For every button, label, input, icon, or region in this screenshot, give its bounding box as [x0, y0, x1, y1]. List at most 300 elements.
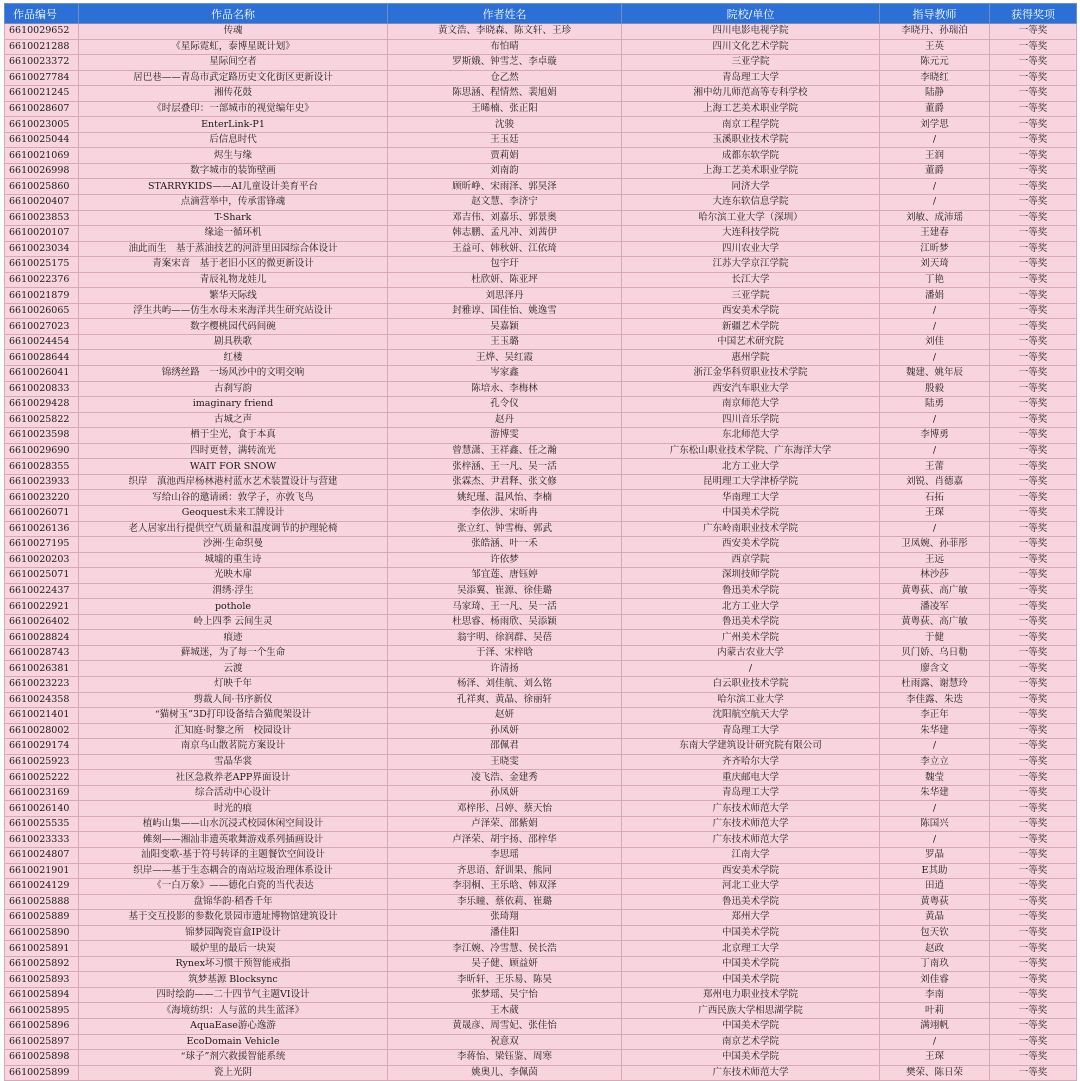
table-row — [5, 39, 1077, 55]
cell-work-name: 基于交互投影的参数化景园市遗址博物馆建筑设计 — [79, 910, 388, 926]
cell-authors: 马家琦、王一凡、吴一活 — [388, 599, 622, 615]
cell-authors: 杨泽、刘佳航、刘么铭 — [388, 676, 622, 692]
table-row — [5, 925, 1077, 941]
awards-table-container — [4, 3, 1076, 1081]
cell-advisor: / — [880, 739, 990, 755]
cell-advisor: 黄粤荻、高广敏 — [880, 614, 990, 630]
cell-work-name: 织岸 滇池西岸杨林港村蓝水艺术装置设计与营建 — [79, 474, 388, 490]
cell-work-name: 暖炉里的最后一块炭 — [79, 941, 388, 957]
cell-award: 一等奖 — [990, 24, 1077, 40]
cell-work-name: 缘途一循环机 — [79, 226, 388, 242]
table-row — [5, 86, 1077, 102]
cell-work-name: EcoDomain Vehicle — [79, 1034, 388, 1050]
cell-award: 一等奖 — [990, 272, 1077, 288]
header-award: 获得奖项 — [990, 4, 1077, 24]
cell-work-name: 传魂 — [79, 24, 388, 40]
cell-advisor: 卫凤婉、孙菲彤 — [880, 537, 990, 553]
header-work-id: 作品编号 — [5, 4, 79, 24]
cell-award: 一等奖 — [990, 645, 1077, 661]
cell-advisor: 王蕾 — [880, 459, 990, 475]
cell-authors: 吴嘉颖 — [388, 319, 622, 335]
cell-institution: 中国美术学院 — [622, 956, 880, 972]
cell-award: 一等奖 — [990, 474, 1077, 490]
cell-work-name: Rynex坏习惯干预智能戒指 — [79, 956, 388, 972]
cell-institution: 广东技术师范大学 — [622, 1065, 880, 1081]
cell-institution: 北京理工大学 — [622, 941, 880, 957]
cell-award: 一等奖 — [990, 288, 1077, 304]
cell-award: 一等奖 — [990, 132, 1077, 148]
cell-advisor: 王琛 — [880, 1050, 990, 1066]
cell-institution: 北方工业大学 — [622, 459, 880, 475]
table-row — [5, 537, 1077, 553]
table-row — [5, 708, 1077, 724]
cell-institution: 青岛理工大学 — [622, 723, 880, 739]
cell-award: 一等奖 — [990, 599, 1077, 615]
cell-institution: 广州美术学院 — [622, 630, 880, 646]
cell-work-name: Geoquest未来工牌设计 — [79, 505, 388, 521]
cell-work-name: “球子”剂穴救援智能系统 — [79, 1050, 388, 1066]
cell-authors: 李依涉、宋昕冉 — [388, 505, 622, 521]
cell-work-name: 城墟的重生诗 — [79, 552, 388, 568]
cell-institution: 广东技术师范大学 — [622, 832, 880, 848]
cell-award: 一等奖 — [990, 956, 1077, 972]
cell-work-id: 6610023223 — [5, 676, 79, 692]
cell-work-name: 写给山谷的邀请函：敦学子，亦敦飞鸟 — [79, 490, 388, 506]
table-row — [5, 832, 1077, 848]
cell-work-name: 居巴巷——青岛市武定路历史文化街区更新设计 — [79, 70, 388, 86]
cell-advisor: / — [880, 832, 990, 848]
cell-authors: 李羽桐、王乐晗、韩双泽 — [388, 879, 622, 895]
cell-institution: 上海工艺美术职业学院 — [622, 163, 880, 179]
cell-authors: 杜思睿、杨雨欣、吴添颖 — [388, 614, 622, 630]
cell-work-id: 6610025535 — [5, 816, 79, 832]
cell-authors: 孙凤妍 — [388, 785, 622, 801]
cell-institution: 内蒙古农业大学 — [622, 645, 880, 661]
cell-advisor: 陈国兴 — [880, 816, 990, 832]
cell-work-id: 6610028355 — [5, 459, 79, 475]
cell-authors: 李蒋怡、梁钰鉴、周寒 — [388, 1050, 622, 1066]
cell-institution: 哈尔滨工业大学 — [622, 692, 880, 708]
cell-work-id: 6610023005 — [5, 117, 79, 133]
cell-work-name: 时光的痕 — [79, 801, 388, 817]
cell-institution: 北方工业大学 — [622, 599, 880, 615]
cell-award: 一等奖 — [990, 381, 1077, 397]
cell-work-name: WAIT FOR SNOW — [79, 459, 388, 475]
table-row — [5, 770, 1077, 786]
cell-advisor: / — [880, 443, 990, 459]
cell-institution: 鲁迅美术学院 — [622, 894, 880, 910]
cell-authors: 孙凤妍 — [388, 723, 622, 739]
cell-award: 一等奖 — [990, 117, 1077, 133]
cell-award: 一等奖 — [990, 350, 1077, 366]
cell-work-name: 织岸——基于生态耦合的南站垃圾治理体系设计 — [79, 863, 388, 879]
cell-award: 一等奖 — [990, 39, 1077, 55]
cell-institution: 昆明理工大学津桥学院 — [622, 474, 880, 490]
cell-award: 一等奖 — [990, 1019, 1077, 1035]
cell-award: 一等奖 — [990, 661, 1077, 677]
table-row — [5, 785, 1077, 801]
cell-advisor: 董爵 — [880, 101, 990, 117]
cell-authors: 包宇玗 — [388, 257, 622, 273]
cell-institution: 哈尔滨工业大学（深圳） — [622, 210, 880, 226]
cell-institution: 西安汽车职业大学 — [622, 381, 880, 397]
cell-authors: 刘思泽丹 — [388, 288, 622, 304]
cell-institution: 中国艺术研究院 — [622, 334, 880, 350]
cell-institution: 四川文化艺术学院 — [622, 39, 880, 55]
cell-authors: 凌飞浩、金建秀 — [388, 770, 622, 786]
cell-authors: 张霖杰、尹君释、张文修 — [388, 474, 622, 490]
cell-institution: 河北工业大学 — [622, 879, 880, 895]
cell-work-name: 《海境纺织：人与蓝的共生蓝泽》 — [79, 1003, 388, 1019]
cell-institution: 广东技术师范大学 — [622, 801, 880, 817]
table-row — [5, 1019, 1077, 1035]
cell-authors: 游博雯 — [388, 428, 622, 444]
cell-work-id: 6610025889 — [5, 910, 79, 926]
cell-advisor: / — [880, 195, 990, 211]
cell-work-id: 6610023598 — [5, 428, 79, 444]
cell-award: 一等奖 — [990, 86, 1077, 102]
table-row — [5, 987, 1077, 1003]
cell-advisor: 殷毅 — [880, 381, 990, 397]
cell-advisor: / — [880, 350, 990, 366]
cell-work-name: 沙洲·生命织曼 — [79, 537, 388, 553]
cell-award: 一等奖 — [990, 195, 1077, 211]
cell-work-name: 社区急救养老APP界面设计 — [79, 770, 388, 786]
cell-authors: 潘佳阳 — [388, 925, 622, 941]
cell-work-id: 6610025888 — [5, 894, 79, 910]
table-row — [5, 521, 1077, 537]
cell-work-id: 6610026998 — [5, 163, 79, 179]
cell-work-id: 6610025860 — [5, 179, 79, 195]
cell-work-name: 《一白万象》——德化白瓷的当代表达 — [79, 879, 388, 895]
cell-award: 一等奖 — [990, 1003, 1077, 1019]
cell-institution: 长江大学 — [622, 272, 880, 288]
table-row — [5, 894, 1077, 910]
cell-work-name: 《时层叠印：一部城市的视觉编年史》 — [79, 101, 388, 117]
cell-award: 一等奖 — [990, 241, 1077, 257]
cell-award: 一等奖 — [990, 987, 1077, 1003]
table-row — [5, 816, 1077, 832]
table-body — [5, 24, 1077, 1081]
cell-advisor: E其助 — [880, 863, 990, 879]
table-row — [5, 754, 1077, 770]
cell-work-id: 6610026065 — [5, 303, 79, 319]
cell-work-name: 盘锦华韵·稻香千年 — [79, 894, 388, 910]
cell-authors: 李昕轩、王乐易、陈昊 — [388, 972, 622, 988]
table-row — [5, 599, 1077, 615]
table-row — [5, 272, 1077, 288]
cell-work-name: 青辰礼物龙娃儿 — [79, 272, 388, 288]
cell-advisor: 樊荣、陈日荣 — [880, 1065, 990, 1081]
cell-work-name: 《星际霓虹，泰博星既计划》 — [79, 39, 388, 55]
cell-advisor: 赵政 — [880, 941, 990, 957]
cell-advisor: 林沙莎 — [880, 568, 990, 584]
cell-award: 一等奖 — [990, 55, 1077, 71]
cell-work-id: 6610023169 — [5, 785, 79, 801]
table-row — [5, 645, 1077, 661]
table-row — [5, 241, 1077, 257]
cell-advisor: 丁南玖 — [880, 956, 990, 972]
cell-award: 一等奖 — [990, 1050, 1077, 1066]
cell-authors: 邓梓彤、吕婷、蔡天怡 — [388, 801, 622, 817]
cell-authors: 封雅谆、国佳怡、姚逸雪 — [388, 303, 622, 319]
cell-authors: 罗斯娥、钟雪芝、李卓璇 — [388, 55, 622, 71]
cell-work-id: 6610025892 — [5, 956, 79, 972]
cell-award: 一等奖 — [990, 910, 1077, 926]
cell-authors: 许依梦 — [388, 552, 622, 568]
table-row — [5, 941, 1077, 957]
cell-award: 一等奖 — [990, 459, 1077, 475]
cell-institution: 郑州电力职业技术学院 — [622, 987, 880, 1003]
cell-institution: 成都东软学院 — [622, 148, 880, 164]
cell-award: 一等奖 — [990, 303, 1077, 319]
cell-authors: 翁宇明、徐润群、吴蓓 — [388, 630, 622, 646]
cell-work-id: 6610020833 — [5, 381, 79, 397]
cell-institution: 惠州学院 — [622, 350, 880, 366]
cell-authors: 孔祥爽、黄晶、徐丽轩 — [388, 692, 622, 708]
table-row — [5, 505, 1077, 521]
cell-award: 一等奖 — [990, 101, 1077, 117]
cell-work-name: 繁华天际线 — [79, 288, 388, 304]
cell-work-id: 6610022921 — [5, 599, 79, 615]
table-row — [5, 288, 1077, 304]
cell-institution: 中国美术学院 — [622, 1019, 880, 1035]
cell-work-id: 6610025894 — [5, 987, 79, 1003]
table-row — [5, 350, 1077, 366]
cell-award: 一等奖 — [990, 319, 1077, 335]
cell-advisor: / — [880, 179, 990, 195]
table-row — [5, 334, 1077, 350]
cell-work-name: STARRYKIDS——AI儿童设计美育平台 — [79, 179, 388, 195]
cell-advisor: 李佳露、朱迭 — [880, 692, 990, 708]
table-row — [5, 739, 1077, 755]
cell-work-name: 瓷上光阴 — [79, 1065, 388, 1081]
cell-advisor: 李正年 — [880, 708, 990, 724]
cell-advisor: 杜雨露、谢慧玲 — [880, 676, 990, 692]
table-row — [5, 163, 1077, 179]
cell-authors: 王玉廷 — [388, 132, 622, 148]
cell-work-name: 综合活动中心设计 — [79, 785, 388, 801]
table-row — [5, 381, 1077, 397]
cell-work-name: 傩刻——湘汕非遗英歌舞游戏系列插画设计 — [79, 832, 388, 848]
table-row — [5, 55, 1077, 71]
cell-work-id: 6610024807 — [5, 847, 79, 863]
cell-award: 一等奖 — [990, 397, 1077, 413]
cell-institution: 西安美术学院 — [622, 303, 880, 319]
table-row — [5, 226, 1077, 242]
cell-advisor: 王建春 — [880, 226, 990, 242]
cell-award: 一等奖 — [990, 941, 1077, 957]
cell-work-name: 栖于尘光，食于本真 — [79, 428, 388, 444]
cell-work-id: 6610029428 — [5, 397, 79, 413]
cell-work-id: 6610021879 — [5, 288, 79, 304]
table-row — [5, 661, 1077, 677]
cell-advisor: 王远 — [880, 552, 990, 568]
table-row — [5, 443, 1077, 459]
table-row — [5, 179, 1077, 195]
cell-advisor: 魏建、姚年辰 — [880, 366, 990, 382]
cell-work-id: 6610027195 — [5, 537, 79, 553]
cell-award: 一等奖 — [990, 832, 1077, 848]
cell-work-name: 锦绣丝路 一场风沙中的文明交响 — [79, 366, 388, 382]
cell-award: 一等奖 — [990, 412, 1077, 428]
cell-institution: 同济大学 — [622, 179, 880, 195]
cell-authors: 王玉璐 — [388, 334, 622, 350]
table-row — [5, 972, 1077, 988]
cell-work-name: 植屿山集——山水沉浸式校园休闲空间设计 — [79, 816, 388, 832]
cell-advisor: 李南 — [880, 987, 990, 1003]
cell-work-id: 6610025175 — [5, 257, 79, 273]
cell-award: 一等奖 — [990, 490, 1077, 506]
cell-work-id: 6610021901 — [5, 863, 79, 879]
cell-work-name: 数字樱桃园代码间碗 — [79, 319, 388, 335]
table-row — [5, 428, 1077, 444]
cell-award: 一等奖 — [990, 70, 1077, 86]
cell-institution: 广东松山职业技术学院、广东海洋大学 — [622, 443, 880, 459]
cell-work-name: 红楼 — [79, 350, 388, 366]
cell-work-id: 6610027784 — [5, 70, 79, 86]
cell-advisor: 罗晶 — [880, 847, 990, 863]
cell-institution: 中国美术学院 — [622, 1050, 880, 1066]
cell-work-id: 6610025899 — [5, 1065, 79, 1081]
cell-advisor: / — [880, 303, 990, 319]
cell-work-id: 6610026402 — [5, 614, 79, 630]
cell-institution: 玉溪职业技术学院 — [622, 132, 880, 148]
cell-authors: 张立红、钟雪梅、郭武 — [388, 521, 622, 537]
cell-work-name: 古城之声 — [79, 412, 388, 428]
table-row — [5, 1034, 1077, 1050]
cell-work-name: 烬生与缘 — [79, 148, 388, 164]
cell-institution: 江苏大学京江学院 — [622, 257, 880, 273]
cell-advisor: / — [880, 1034, 990, 1050]
cell-institution: 郑州大学 — [622, 910, 880, 926]
table-row — [5, 195, 1077, 211]
cell-work-id: 6610025044 — [5, 132, 79, 148]
cell-award: 一等奖 — [990, 614, 1077, 630]
cell-work-name: imaginary friend — [79, 397, 388, 413]
cell-advisor: / — [880, 801, 990, 817]
cell-advisor: 陆勇 — [880, 397, 990, 413]
cell-institution: 重庆邮电大学 — [622, 770, 880, 786]
cell-award: 一等奖 — [990, 583, 1077, 599]
cell-advisor: 朱华建 — [880, 723, 990, 739]
cell-authors: 卢泽荣、邵紫娟 — [388, 816, 622, 832]
cell-work-id: 6610025895 — [5, 1003, 79, 1019]
cell-award: 一等奖 — [990, 801, 1077, 817]
cell-work-name: 筑梦基源 Blocksync — [79, 972, 388, 988]
cell-authors: 李思瑶 — [388, 847, 622, 863]
cell-advisor: 黄粤荻、高广敏 — [880, 583, 990, 599]
cell-award: 一等奖 — [990, 879, 1077, 895]
cell-award: 一等奖 — [990, 972, 1077, 988]
cell-authors: 张梦瑶、吴宁怡 — [388, 987, 622, 1003]
cell-advisor: 叶莉 — [880, 1003, 990, 1019]
cell-award: 一等奖 — [990, 568, 1077, 584]
cell-authors: 卢泽荣、胡宇扬、邵梓华 — [388, 832, 622, 848]
cell-authors: 孔令仪 — [388, 397, 622, 413]
cell-work-id: 6610023853 — [5, 210, 79, 226]
cell-work-id: 6610026381 — [5, 661, 79, 677]
cell-authors: 沈骏 — [388, 117, 622, 133]
cell-work-id: 6610023034 — [5, 241, 79, 257]
table-row — [5, 692, 1077, 708]
cell-work-name: 剪裁人间·书序新仪 — [79, 692, 388, 708]
cell-advisor: 田逍 — [880, 879, 990, 895]
table-row — [5, 490, 1077, 506]
cell-advisor: 李博勇 — [880, 428, 990, 444]
cell-work-name: 藓城迷，为了每一个生命 — [79, 645, 388, 661]
cell-authors: 邹宜莲、唐钰婷 — [388, 568, 622, 584]
cell-authors: 祝意双 — [388, 1034, 622, 1050]
cell-award: 一等奖 — [990, 366, 1077, 382]
cell-work-name: “猫树玉”3D打印设备结合猫爬架设计 — [79, 708, 388, 724]
table-row — [5, 70, 1077, 86]
cell-work-name: 古刹写韵 — [79, 381, 388, 397]
cell-work-name: 汕阳变歌-基于符号转译的主题餐饮空间设计 — [79, 847, 388, 863]
cell-work-id: 6610023372 — [5, 55, 79, 71]
table-row — [5, 474, 1077, 490]
cell-authors: 曾慧潇、王祥鑫、任之瀚 — [388, 443, 622, 459]
cell-award: 一等奖 — [990, 521, 1077, 537]
cell-authors: 邓吉伟、刘嘉乐、郭景奥 — [388, 210, 622, 226]
cell-work-id: 6610025890 — [5, 925, 79, 941]
cell-advisor: 廖含文 — [880, 661, 990, 677]
table-row — [5, 303, 1077, 319]
table-row — [5, 117, 1077, 133]
table-row — [5, 459, 1077, 475]
cell-award: 一等奖 — [990, 785, 1077, 801]
cell-work-name: 老人居家出行提供空气质量和温度调节的护理轮椅 — [79, 521, 388, 537]
table-row — [5, 583, 1077, 599]
cell-award: 一等奖 — [990, 428, 1077, 444]
table-row — [5, 24, 1077, 40]
cell-award: 一等奖 — [990, 148, 1077, 164]
header-authors: 作者姓名 — [388, 4, 622, 24]
cell-advisor: 李晓红 — [880, 70, 990, 86]
cell-institution: 东南大学建筑设计研究院有限公司 — [622, 739, 880, 755]
cell-work-id: 6610025891 — [5, 941, 79, 957]
cell-institution: 三亚学院 — [622, 288, 880, 304]
cell-authors: 王晞楠、张正阳 — [388, 101, 622, 117]
table-row — [5, 101, 1077, 117]
cell-advisor: 刘敏、成沛瑶 — [880, 210, 990, 226]
cell-work-name: 点滴营举中，传承雷锋魂 — [79, 195, 388, 211]
cell-work-id: 6610029174 — [5, 739, 79, 755]
cell-work-id: 6610028824 — [5, 630, 79, 646]
table-row — [5, 412, 1077, 428]
cell-authors: 张琦翔 — [388, 910, 622, 926]
table-row — [5, 210, 1077, 226]
cell-authors: 杜欣妍、陈亚坪 — [388, 272, 622, 288]
cell-authors: 许清扬 — [388, 661, 622, 677]
header-work-name: 作品名称 — [79, 4, 388, 24]
cell-work-name: 数字城市的装饰壁画 — [79, 163, 388, 179]
cell-advisor: 黄晶 — [880, 910, 990, 926]
cell-work-id: 6610022437 — [5, 583, 79, 599]
cell-work-name: 南京乌山散茗院方案设计 — [79, 739, 388, 755]
cell-institution: 三亚学院 — [622, 55, 880, 71]
cell-award: 一等奖 — [990, 708, 1077, 724]
table-row — [5, 801, 1077, 817]
cell-institution: 鲁迅美术学院 — [622, 614, 880, 630]
cell-work-id: 6610025897 — [5, 1034, 79, 1050]
cell-authors: 王烨、吴红霞 — [388, 350, 622, 366]
cell-work-name: 锦梦园陶瓷盲盒IP设计 — [79, 925, 388, 941]
cell-institution: 四川农业大学 — [622, 241, 880, 257]
cell-work-name: AquaEase游心逸游 — [79, 1019, 388, 1035]
cell-institution: 浙江金华科贸职业技术学院 — [622, 366, 880, 382]
cell-authors: 仓乙然 — [388, 70, 622, 86]
